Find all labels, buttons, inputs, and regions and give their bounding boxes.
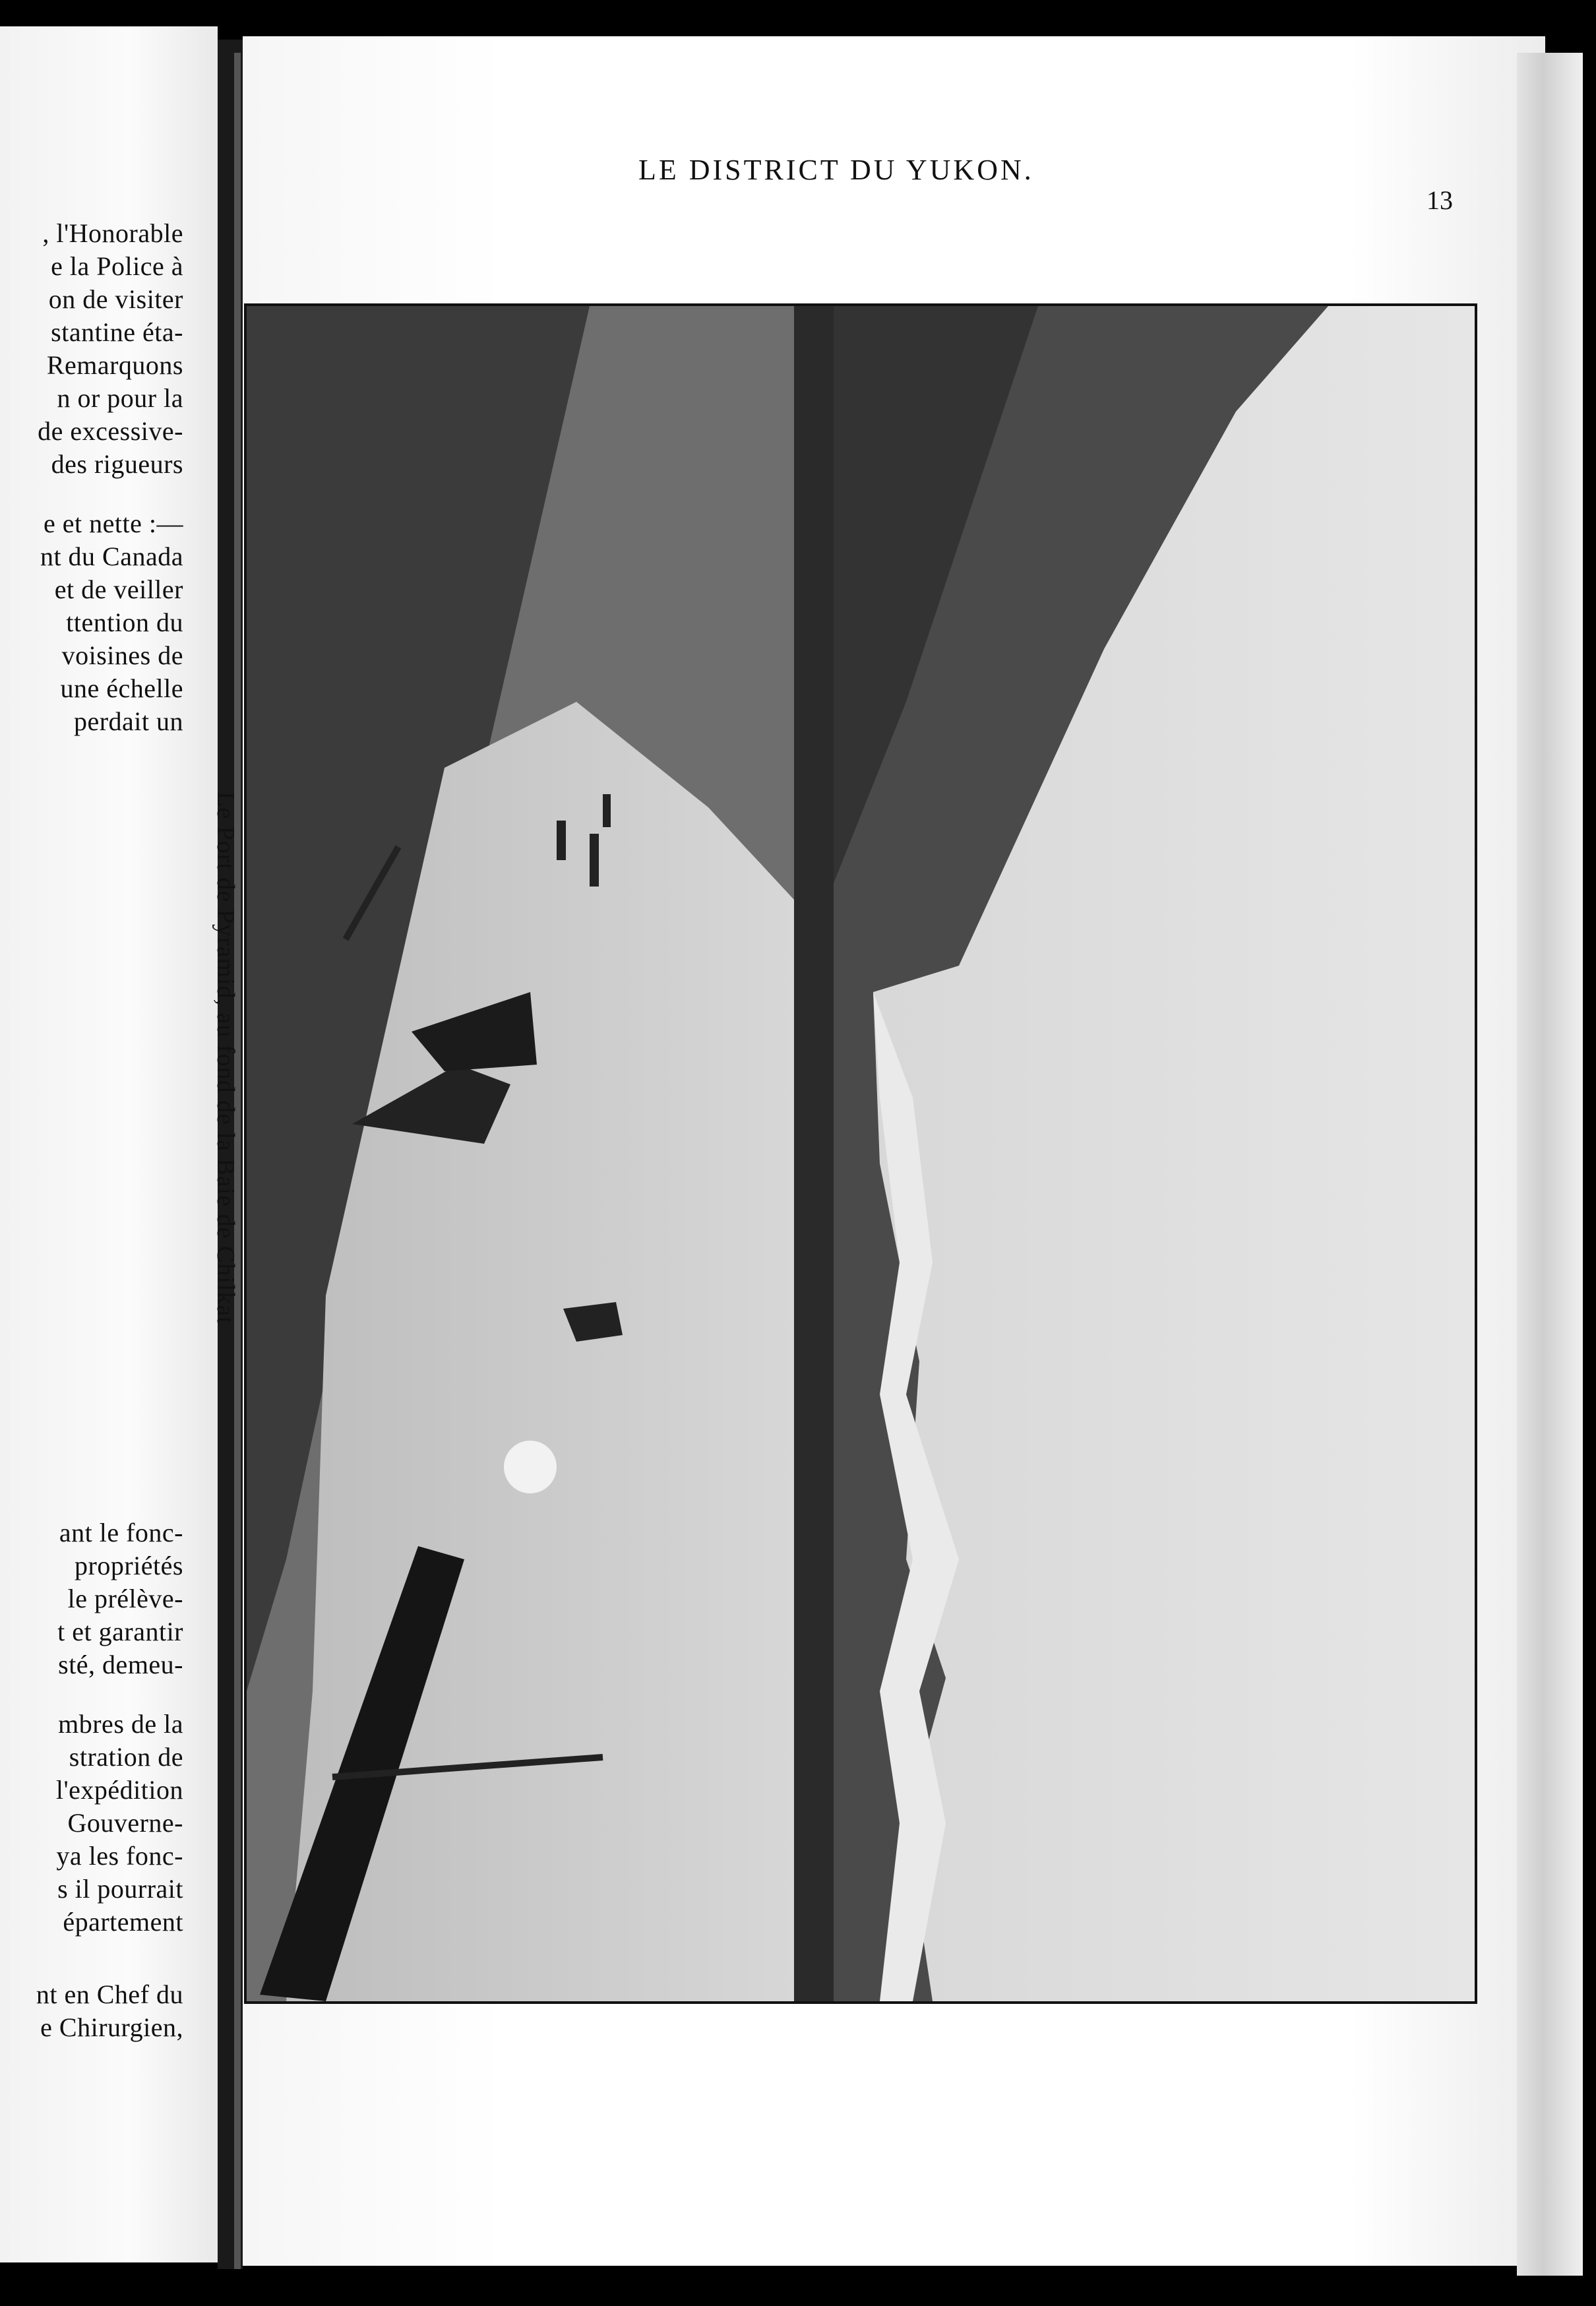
text-line: n or pour la [57, 383, 183, 413]
text-line: e Chirurgien, [40, 2012, 183, 2042]
text-line: s il pourrait [57, 1874, 183, 1904]
landscape-photo [247, 306, 1475, 2001]
figure [590, 834, 599, 887]
text-line: stration de [69, 1742, 183, 1772]
text-line: e la Police à [51, 251, 183, 281]
text-line: épartement [63, 1907, 183, 1937]
page-number: 13 [1427, 185, 1453, 215]
text-line: stantine éta- [51, 317, 183, 347]
text-line: nt du Canada [40, 542, 183, 571]
far-shore [794, 306, 834, 2001]
figure [603, 794, 611, 827]
running-head: LE DISTRICT DU YUKON. [638, 154, 1034, 186]
text-line: sté, demeu- [58, 1650, 183, 1679]
text-line: des rigueurs [51, 449, 183, 479]
text-line: ttention du [66, 608, 183, 637]
text-line: et de veiller [54, 575, 183, 604]
text-line: e et nette :— [44, 509, 183, 538]
plate-caption: Le Port de Pyramid, au fond de la Baie de Chilkat [212, 792, 239, 1324]
text-line: l'expédition [55, 1775, 183, 1805]
text-line: de excessive- [38, 416, 183, 446]
page-edge [1517, 53, 1583, 2276]
text-line: ya les fonc- [56, 1841, 183, 1871]
text-line: le prélève- [67, 1584, 183, 1613]
text-line: propriétés [75, 1551, 183, 1580]
text-line: ant le fonc- [59, 1518, 183, 1547]
text-line: Gouverne- [67, 1808, 183, 1838]
text-line: perdait un [73, 706, 183, 736]
text-line: nt en Chef du [36, 1979, 183, 2009]
text-line: Remarquons [46, 350, 183, 380]
text-line: t et garantir [57, 1617, 183, 1646]
photo-plate [244, 303, 1477, 2004]
text-line: mbres de la [58, 1709, 183, 1739]
text-line: voisines de [61, 640, 183, 670]
figure [557, 821, 566, 860]
text-line: on de visiter [48, 284, 183, 314]
text-line: , l'Honorable [42, 218, 183, 248]
glare [504, 1441, 557, 1493]
text-line: une échelle [60, 673, 183, 703]
previous-page [0, 26, 218, 2262]
